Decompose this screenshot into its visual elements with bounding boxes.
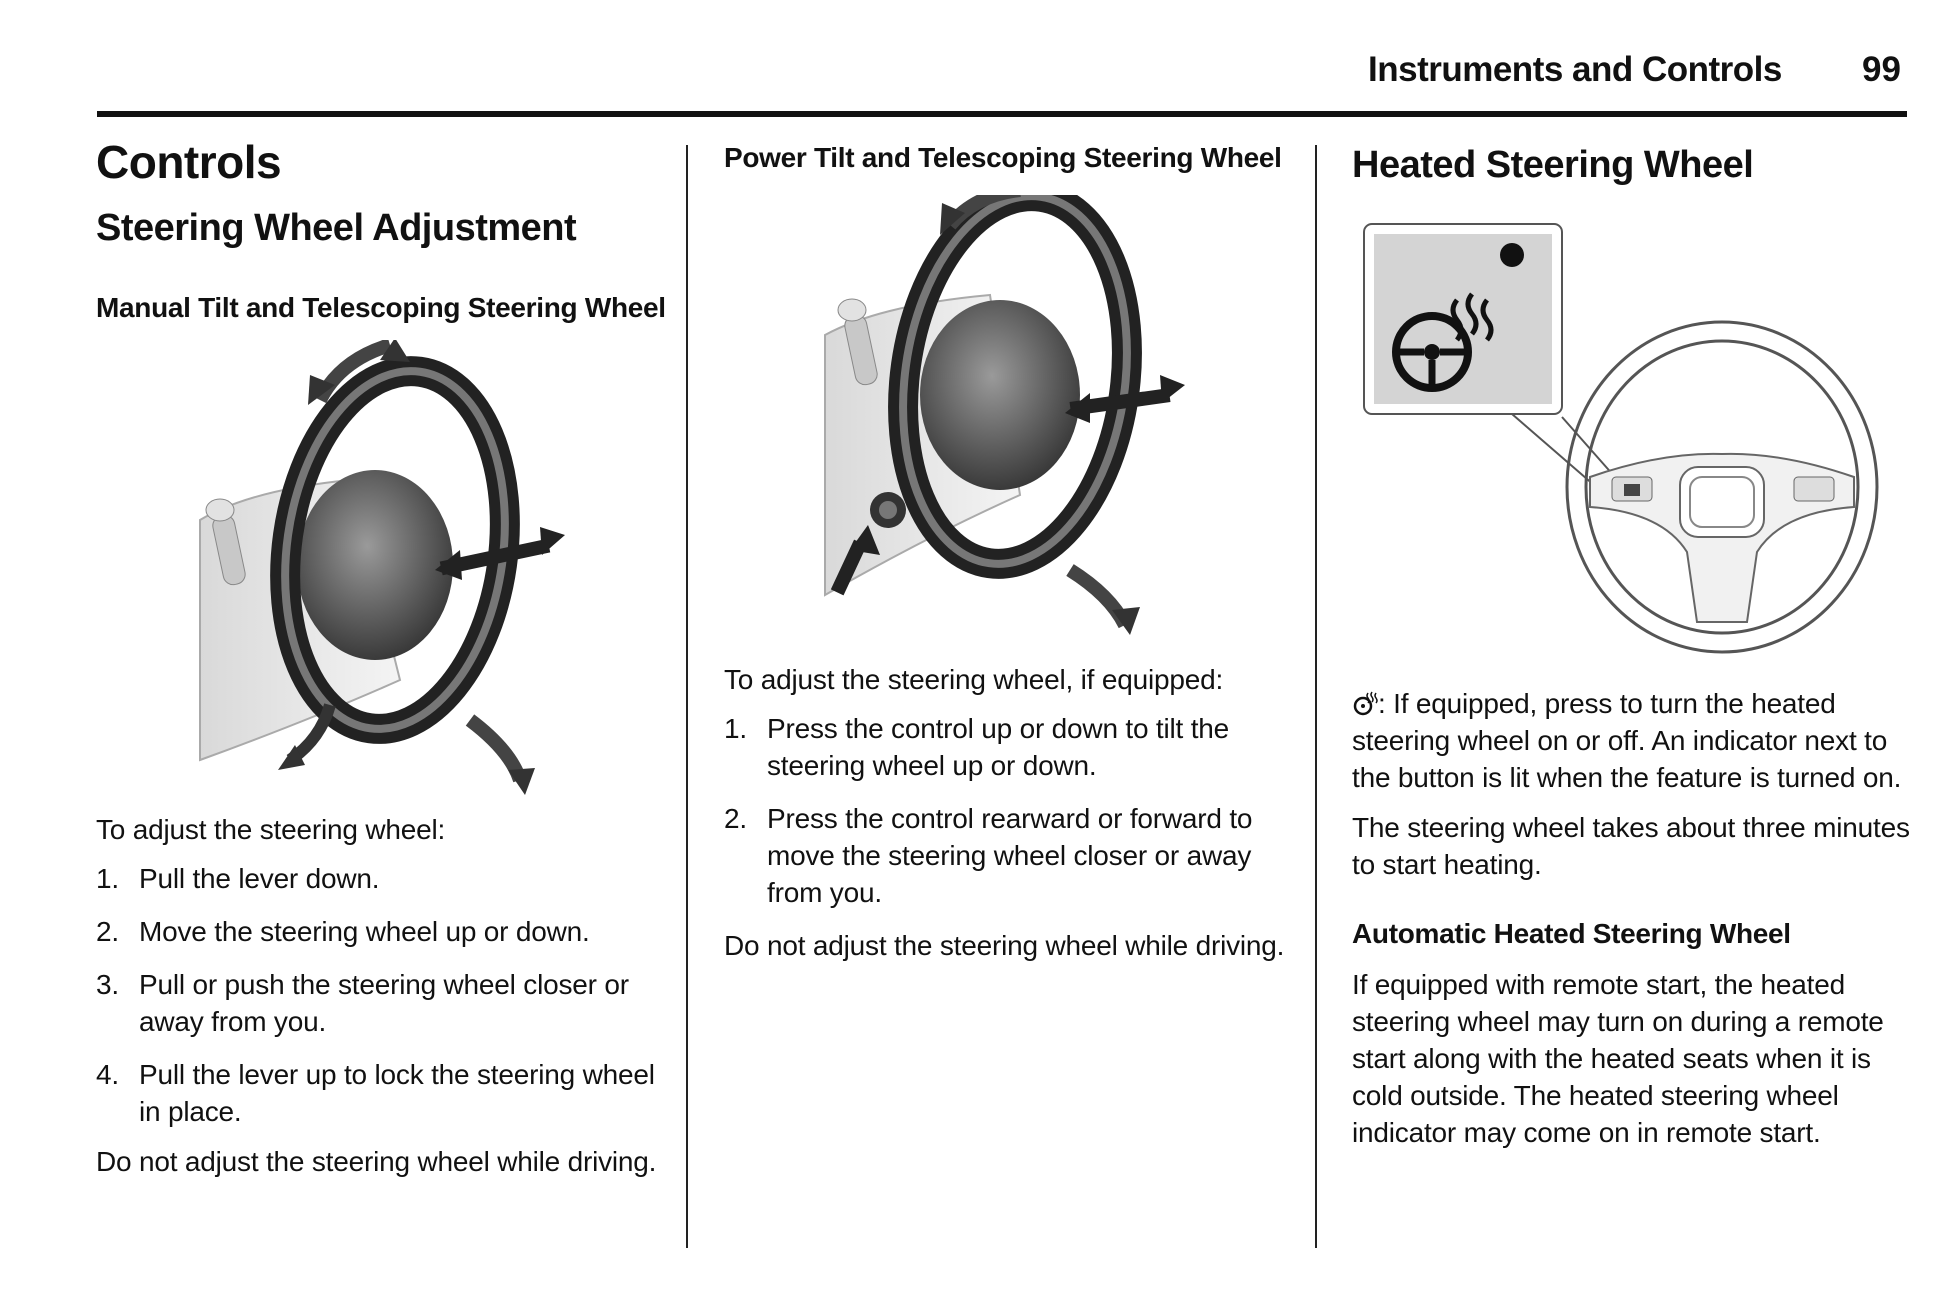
subsection-title: Steering Wheel Adjustment — [96, 207, 577, 249]
list-text: Press the control rearward or forward to move the steering wheel closer or away from you. — [767, 803, 1253, 908]
power-heading: Power Tilt and Telescoping Steering Wheel — [724, 142, 1282, 173]
heated-wheel-icon — [1352, 690, 1378, 716]
column-divider-2 — [1315, 145, 1317, 1248]
manual-warning: Do not adjust the steering wheel while driving. — [96, 1146, 657, 1177]
list-text: Pull the lever up to lock the steering wheel in place. — [139, 1059, 655, 1127]
auto-heated-text: If equipped with remote start, the heated steering wheel may turn on during a remote start along with the heated seats when it is cold outside. The heated steering wheel indicator may come on in remote start. — [1352, 969, 1884, 1148]
section-title: Controls — [96, 136, 282, 188]
manual-intro: To adjust the steering wheel: — [96, 814, 446, 845]
heated-steering-wheel-illustration — [1362, 222, 1902, 662]
running-header: Instruments and Controls — [1368, 50, 1782, 89]
list-number: 2. — [96, 916, 119, 947]
list-text: Move the steering wheel up or down. — [139, 916, 590, 947]
list-item — [724, 800, 1279, 911]
list-item — [724, 710, 1279, 784]
list-number: 4. — [96, 1059, 119, 1090]
header-rule — [97, 111, 1907, 117]
column-divider-1 — [686, 145, 688, 1248]
list-text: Press the control up or down to tilt the steering wheel up or down. — [767, 713, 1230, 781]
list-text: Pull or push the steering wheel closer or away from you. — [139, 969, 629, 1037]
list-item — [96, 913, 671, 950]
manual-steering-wheel-illustration — [190, 340, 590, 795]
page-number: 99 — [1862, 50, 1901, 89]
power-warning: Do not adjust the steering wheel while driving. — [724, 930, 1285, 961]
list-item — [96, 860, 671, 897]
list-text: Pull the lever down. — [139, 863, 380, 894]
heated-description-text: : If equipped, press to turn the heated steering wheel on or off. An indicator next to the button is lit when the feature is turned on. — [1352, 688, 1902, 793]
power-intro: To adjust the steering wheel, if equipped: — [724, 664, 1224, 695]
manual-steps-list — [96, 860, 671, 1146]
auto-heated-heading: Automatic Heated Steering Wheel — [1352, 918, 1791, 949]
heated-title: Heated Steering Wheel — [1352, 144, 1754, 186]
list-number: 2. — [724, 803, 747, 834]
list-number: 3. — [96, 969, 119, 1000]
heating-time-text: The steering wheel takes about three minutes to start heating. — [1352, 812, 1910, 880]
list-item — [96, 1056, 671, 1130]
list-number: 1. — [96, 863, 119, 894]
heated-description — [1352, 685, 1912, 796]
power-steering-wheel-illustration — [820, 195, 1240, 635]
manual-heading: Manual Tilt and Telescoping Steering Wheel — [96, 292, 666, 323]
power-steps-list — [724, 710, 1279, 927]
list-number: 1. — [724, 713, 747, 744]
list-item — [96, 966, 671, 1040]
